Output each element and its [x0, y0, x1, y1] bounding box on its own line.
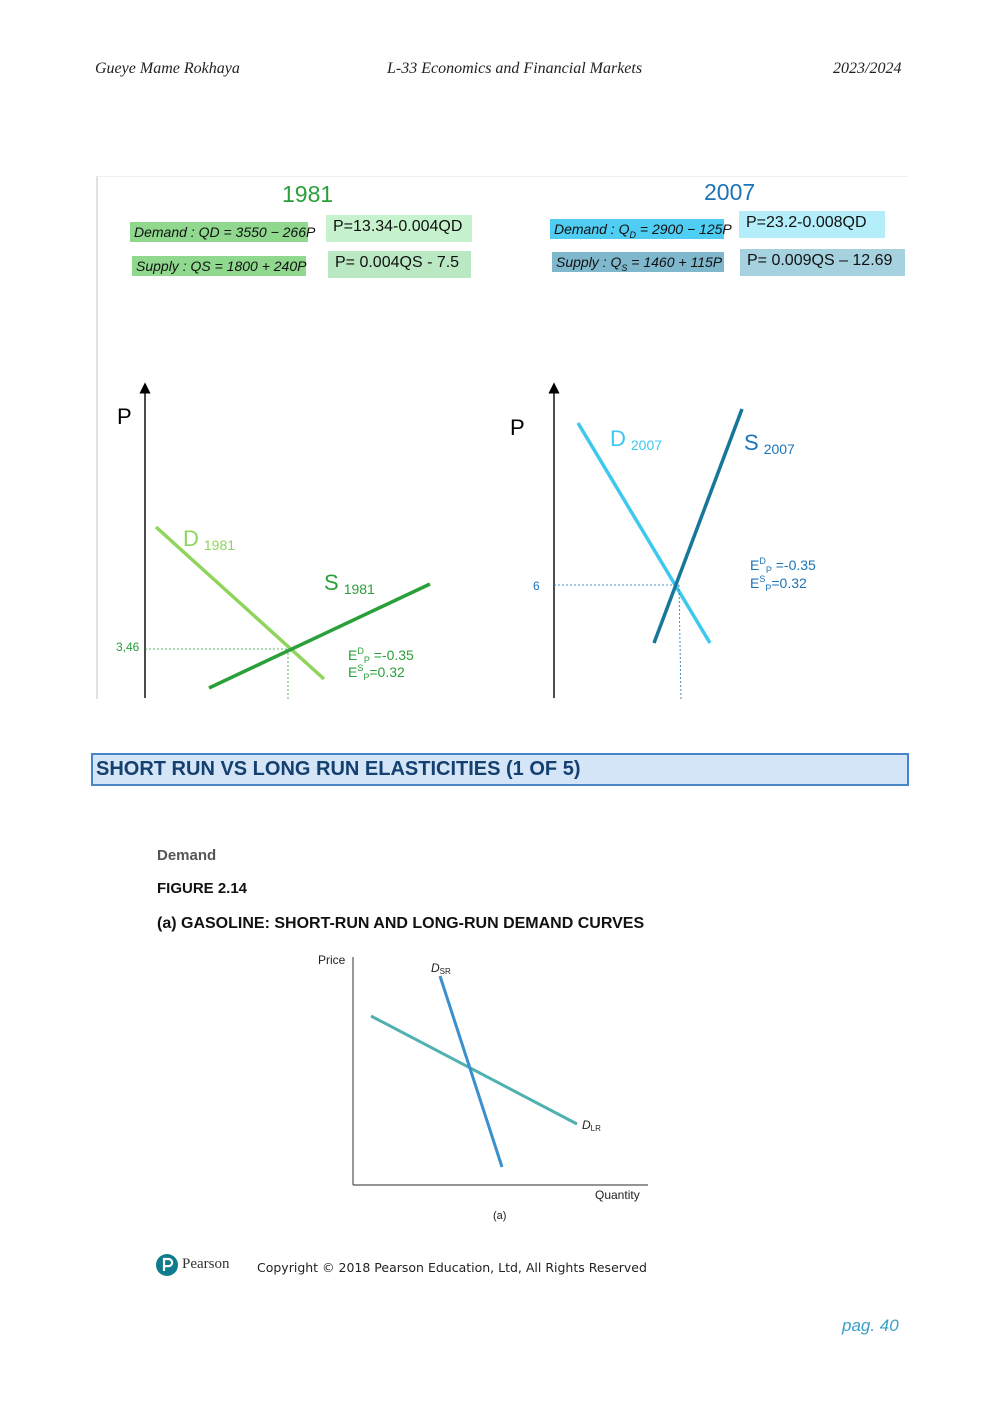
- price-tick-1981: 3,46: [116, 640, 140, 654]
- demand-curve-1981: [156, 527, 324, 679]
- axis-p-2007: P: [510, 415, 525, 440]
- price-tick-2007: 6: [533, 579, 540, 593]
- supply-elasticity-1981: $E^S_P=0.32$: [348, 663, 405, 682]
- demand-1981-inverse: P=13.34-0.004QD: [326, 215, 472, 242]
- long-run-demand-label: DLR: [582, 1118, 601, 1133]
- section-title: SHORT RUN VS LONG RUN ELASTICITIES (1 OF 5): [91, 753, 909, 786]
- gasoline-demand-chart: [300, 945, 660, 1230]
- figure-kicker: Demand: [157, 847, 217, 864]
- demand-curve-2007: [578, 423, 710, 643]
- supply-2007-equation: Supply : $Q_S = 1460 + 115P$: [552, 252, 724, 272]
- demand-elasticity-2007: $E^D_P =-0.35$: [750, 556, 816, 575]
- supply-curve-2007: [654, 409, 742, 643]
- page-number: pag. 40: [842, 1316, 899, 1335]
- quantity-axis-label: Quantity: [595, 1188, 640, 1202]
- year-1981-title: 1981: [282, 181, 334, 207]
- quantity-guide-2007: [679, 585, 681, 700]
- supply-label-1981: S 1981: [324, 570, 375, 597]
- demand-2007-inverse: P=23.2-0.008QD: [739, 211, 885, 238]
- figure-number: FIGURE 2.14: [157, 880, 248, 897]
- year-2007-title: 2007: [704, 179, 756, 205]
- long-run-demand-curve: [371, 1016, 577, 1124]
- price-axis-label: Price: [318, 953, 346, 967]
- header-author: Gueye Mame Rokhaya: [95, 60, 240, 77]
- supply-1981-inverse: P= 0.004QS - 7.5: [328, 251, 471, 278]
- demand-2007-equation: Demand : $Q_D = 2900 - 125P$: [550, 219, 724, 239]
- demand-label-1981: D 1981: [183, 526, 236, 553]
- demand-elasticity-1981: $E^D_P =-0.35$: [348, 646, 414, 665]
- short-run-demand-curve: [440, 976, 502, 1167]
- supply-label-2007: S 2007: [744, 430, 795, 457]
- header-course: L-33 Economics and Financial Markets: [387, 60, 643, 77]
- supply-1981-equation: Supply : QS = 1800 + 240P: [132, 256, 306, 276]
- figure-caption: (a) GASOLINE: SHORT-RUN AND LONG-RUN DEMAND CURVES: [157, 915, 645, 932]
- demand-1981-equation: Demand : QD = 3550 − 266P: [130, 222, 308, 242]
- short-run-demand-label: DSR: [431, 961, 451, 976]
- demand-label-2007: D 2007: [610, 426, 663, 453]
- supply-elasticity-2007: $E^S_P=0.32$: [750, 574, 807, 593]
- pearson-logo-icon: [156, 1254, 178, 1276]
- copyright-notice: Copyright © 2018 Pearson Education, Ltd, All Rights Reserved: [257, 1260, 647, 1275]
- header-year: 2023/2024: [833, 60, 902, 77]
- graph-1981: [100, 380, 480, 702]
- supply-2007-inverse: P= 0.009QS – 12.69: [740, 249, 905, 276]
- axis-p-1981: P: [117, 404, 132, 429]
- pearson-wordmark: Pearson: [182, 1256, 230, 1272]
- panel-label: (a): [493, 1210, 507, 1222]
- graph-2007: [500, 380, 830, 702]
